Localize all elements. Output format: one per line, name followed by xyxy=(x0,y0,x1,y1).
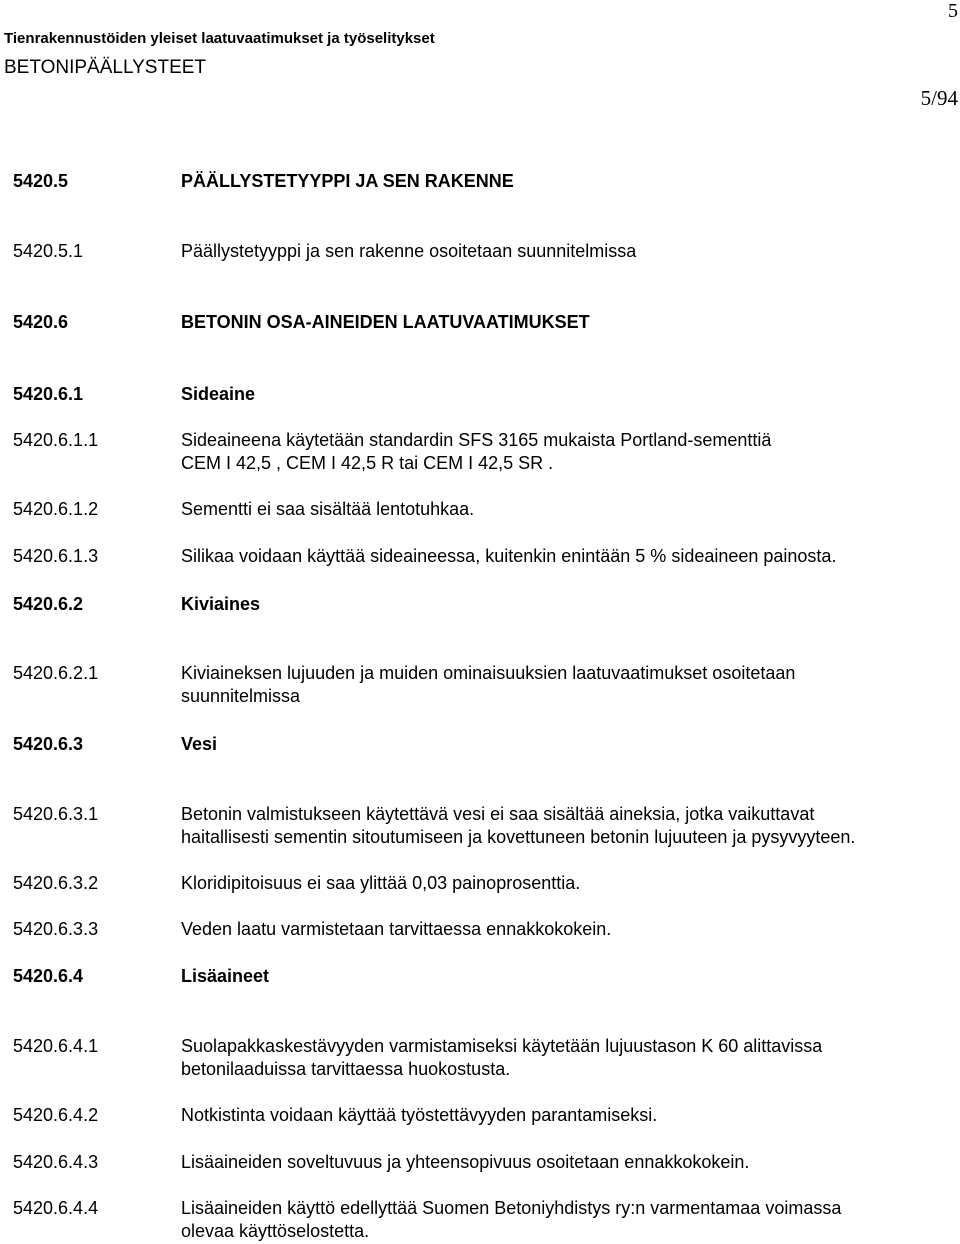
section-number: 5420.6.1.2 xyxy=(13,499,99,519)
section-item xyxy=(13,872,950,895)
section-number: 5420.6.3.1 xyxy=(13,804,99,824)
section-number: 5420.6.2 xyxy=(13,594,84,614)
section-number: 5420.6.3.3 xyxy=(13,919,99,939)
section-text-line: Suolapakkaskestävyyden varmistamiseksi käytetään lujuustason K 60 alittavissa xyxy=(181,1036,823,1056)
section-number: 5420.5 xyxy=(13,171,69,191)
section-heading xyxy=(13,965,950,988)
section-number: 5420.6.4.2 xyxy=(13,1105,99,1125)
section-text-line: CEM I 42,5 , CEM I 42,5 R tai CEM I 42,5 SR . xyxy=(181,453,554,473)
section-text xyxy=(181,803,950,849)
section-item xyxy=(13,1035,950,1081)
section-item xyxy=(13,1151,950,1174)
section-heading xyxy=(13,311,950,334)
section-text xyxy=(181,662,950,708)
section-number: 5420.6.1.3 xyxy=(13,546,99,566)
section-number: 5420.6.4.4 xyxy=(13,1198,99,1218)
section-number: 5420.6.1 xyxy=(13,384,84,404)
section-text xyxy=(181,1035,950,1081)
section-heading xyxy=(13,383,950,406)
section-text: Lisäaineiden soveltuvuus ja yhteensopivuus osoitetaan ennakkokokein. xyxy=(181,1152,750,1172)
section-item xyxy=(13,240,950,263)
section-number: 5420.6.4.1 xyxy=(13,1036,99,1056)
section-heading xyxy=(13,593,950,616)
section-heading xyxy=(13,170,950,193)
section-item xyxy=(13,803,950,849)
section-text: Kloridipitoisuus ei saa ylittää 0,03 painoprosenttia. xyxy=(181,873,581,893)
section-number: 5420.6.4 xyxy=(13,966,84,986)
section-title: Vesi xyxy=(181,734,218,754)
section-title: Kiviaines xyxy=(181,594,261,614)
section-title: PÄÄLLYSTETYYPPI JA SEN RAKENNE xyxy=(181,171,514,191)
section-item xyxy=(13,1104,950,1127)
section-item xyxy=(13,662,950,708)
section-text: Veden laatu varmistetaan tarvittaessa ennakkokokein. xyxy=(181,919,612,939)
section-text-line: Sideaineena käytetään standardin SFS 3165 mukaista Portland-sementtiä xyxy=(181,430,772,450)
section-item xyxy=(13,498,950,521)
section-text: Silikaa voidaan käyttää sideaineessa, kuitenkin enintään 5 % sideaineen painosta. xyxy=(181,546,837,566)
section-text-line: haitallisesti sementin sitoutumiseen ja kovettuneen betonin lujuuteen ja pysyvyyteen. xyxy=(181,827,856,847)
section-number: 5420.6.2.1 xyxy=(13,663,99,683)
section-text-line: betonilaaduissa tarvittaessa huokostusta. xyxy=(181,1059,511,1079)
document-title: Tienrakennustöiden yleiset laatuvaatimukset ja työselitykset xyxy=(4,30,435,47)
section-item xyxy=(13,429,950,475)
section-number: 5420.5.1 xyxy=(13,241,84,261)
section-number: 5420.6.3 xyxy=(13,734,84,754)
section-title: Sideaine xyxy=(181,384,256,404)
section-text: Sementti ei saa sisältää lentotuhkaa. xyxy=(181,499,475,519)
section-number: 5420.6 xyxy=(13,312,69,332)
section-number: 5420.6.1.1 xyxy=(13,430,99,450)
section-number: 5420.6.3.2 xyxy=(13,873,99,893)
section-item xyxy=(13,545,950,568)
page-number: 5 xyxy=(948,0,958,22)
section-text xyxy=(181,429,950,475)
section-text-line: Kiviaineksen lujuuden ja muiden ominaisuuksien laatuvaatimukset osoitetaan xyxy=(181,663,796,683)
section-text-line: Betonin valmistukseen käytettävä vesi ei saa sisältää aineksia, jotka vaikuttavat xyxy=(181,804,815,824)
section-title: BETONIN OSA-AINEIDEN LAATUVAATIMUKSET xyxy=(181,312,590,332)
section-number: 5420.6.4.3 xyxy=(13,1152,99,1172)
section-item xyxy=(13,1197,950,1243)
section-text: Notkistinta voidaan käyttää työstettävyyden parantamiseksi. xyxy=(181,1105,658,1125)
section-title: Lisäaineet xyxy=(181,966,270,986)
section-item xyxy=(13,918,950,941)
page-count: 5/94 xyxy=(920,86,958,110)
section-text: Päällystetyyppi ja sen rakenne osoitetaan suunnitelmissa xyxy=(181,241,637,261)
section-heading xyxy=(13,733,950,756)
section-text-line: Lisäaineiden käyttö edellyttää Suomen Betoniyhdistys ry:n varmentamaa voimassa xyxy=(181,1198,842,1218)
section-text-line: olevaa käyttöselostetta. xyxy=(181,1221,370,1241)
section-text xyxy=(181,1197,950,1243)
section-text-line: suunnitelmissa xyxy=(181,686,301,706)
document-subtitle: BETONIPÄÄLLYSTEET xyxy=(4,57,207,78)
